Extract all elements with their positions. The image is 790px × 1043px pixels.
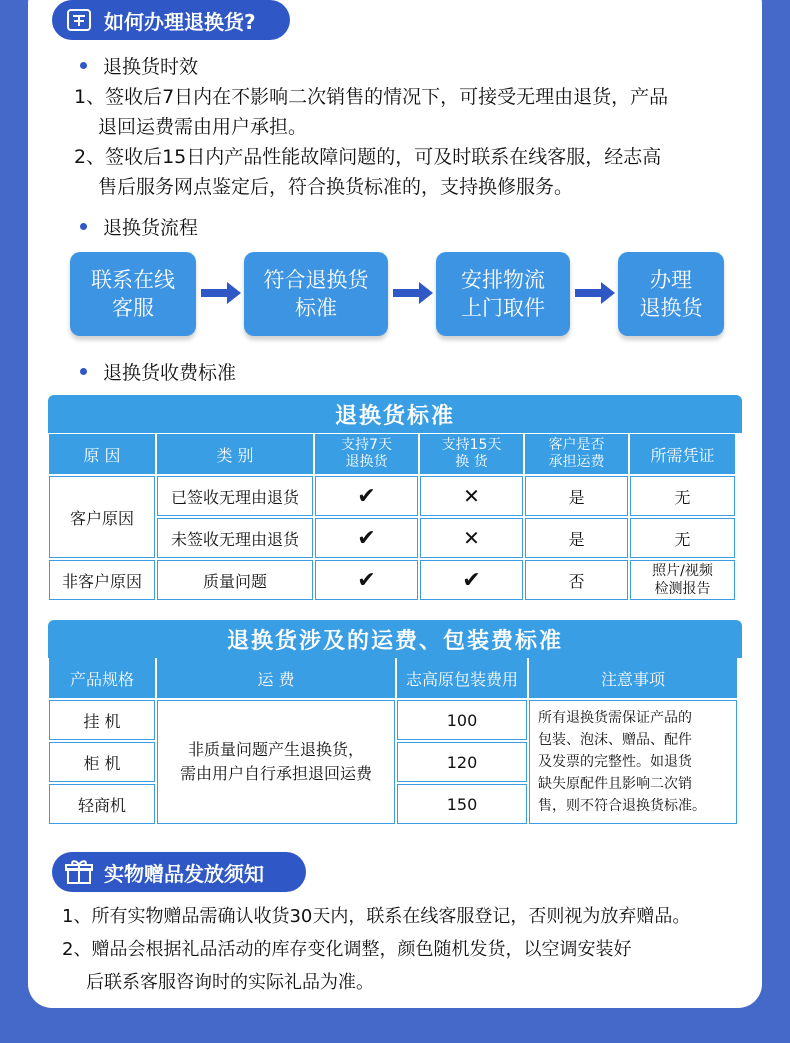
table-row bbox=[49, 700, 737, 740]
gift-icon bbox=[64, 858, 94, 886]
table-row bbox=[49, 476, 735, 516]
flow-step-3 bbox=[436, 252, 570, 336]
step-text: 标准 bbox=[295, 296, 337, 320]
arrow-right-icon bbox=[575, 282, 615, 304]
step-text: 退换货 bbox=[639, 296, 703, 320]
step-text: 符合退换货 bbox=[263, 268, 369, 292]
table-cell: 无 bbox=[630, 476, 735, 516]
table-cell: 100 bbox=[397, 700, 527, 740]
timing-item-2 bbox=[74, 142, 754, 202]
return-standard-table bbox=[47, 432, 737, 602]
step-text: 上门取件 bbox=[461, 296, 545, 320]
col-header: 志高原包装费用 bbox=[397, 658, 527, 698]
arrow-right-icon bbox=[201, 282, 241, 304]
table-cell: 否 bbox=[525, 560, 628, 600]
check-icon: ✔ bbox=[315, 560, 418, 600]
section-title: 如何办理退换货? bbox=[104, 9, 256, 34]
bullet-process bbox=[80, 213, 198, 240]
table-cell: 150 bbox=[397, 784, 527, 824]
table2-title: 退换货涉及的运费、包装费标准 bbox=[48, 620, 742, 658]
text-line: 退回运费需由用户承担。 bbox=[98, 116, 308, 138]
col-header: 所需凭证 bbox=[630, 434, 735, 474]
table-cell: 无 bbox=[630, 518, 735, 558]
table-cell: 照片/视频 检测报告 bbox=[630, 560, 735, 600]
table-cell: 已签收无理由退货 bbox=[157, 476, 313, 516]
table-cell: 非质量问题产生退换货， 需由用户自行承担退回运费 bbox=[157, 700, 395, 824]
text-line: 2、签收后15日内产品性能故障问题的，可及时联系在线客服，经志高 bbox=[74, 146, 662, 168]
arrow-right-icon bbox=[393, 282, 433, 304]
step-text: 客服 bbox=[112, 296, 154, 320]
step-text: 安排物流 bbox=[461, 268, 545, 292]
table-cell: 120 bbox=[397, 742, 527, 782]
table-row bbox=[49, 560, 735, 600]
table-cell: 是 bbox=[525, 518, 628, 558]
table-cell: 挂 机 bbox=[49, 700, 155, 740]
table-cell: 是 bbox=[525, 476, 628, 516]
table-cell: 非客户原因 bbox=[49, 560, 155, 600]
col-header: 注意事项 bbox=[529, 658, 737, 698]
text-line: 后联系客服咨询时的实际礼品为准。 bbox=[86, 972, 374, 993]
text-line: 售后服务网点鉴定后，符合换货标准的，支持换修服务。 bbox=[98, 176, 574, 198]
bullet-label: 退换货收费标准 bbox=[103, 362, 237, 384]
bullet-fee bbox=[80, 358, 236, 385]
document-icon bbox=[64, 6, 94, 34]
text-line: 1、签收后7日内在不影响二次销售的情况下，可接受无理由退货，产品 bbox=[74, 86, 669, 108]
table-cell: 柜 机 bbox=[49, 742, 155, 782]
table-header-row bbox=[49, 434, 735, 474]
check-icon: ✔ bbox=[420, 560, 523, 600]
bullet-label: 退换货时效 bbox=[103, 56, 199, 78]
table-cell: 所有退换货需保证产品的 包装、泡沫、赠品、配件 及发票的完整性。如退货 缺失原配件且影响二次销 售，则不符合退换货标准。 bbox=[529, 700, 737, 824]
col-header: 原 因 bbox=[49, 434, 155, 474]
timing-item-1 bbox=[74, 82, 754, 142]
table1-title: 退换货标准 bbox=[48, 395, 742, 433]
section-title: 实物赠品发放须知 bbox=[104, 861, 264, 886]
col-header: 支持15天 换 货 bbox=[420, 434, 523, 474]
bullet-dot bbox=[80, 62, 87, 69]
flow-step-1 bbox=[70, 252, 196, 336]
text-line: 1、所有实物赠品需确认收货30天内，联系在线客服登记，否则视为放弃赠品。 bbox=[62, 906, 691, 927]
text-line: 2、赠品会根据礼品活动的库存变化调整，颜色随机发货，以空调安装好 bbox=[62, 939, 632, 960]
section-header-gift bbox=[52, 852, 306, 892]
table-cell: 轻商机 bbox=[49, 784, 155, 824]
col-header: 产品规格 bbox=[49, 658, 155, 698]
bullet-label: 退换货流程 bbox=[103, 217, 199, 239]
table-cell: 未签收无理由退货 bbox=[157, 518, 313, 558]
col-header: 类 别 bbox=[157, 434, 313, 474]
cross-icon: ✕ bbox=[420, 518, 523, 558]
flow-step-2 bbox=[244, 252, 388, 336]
section-header-return bbox=[52, 0, 290, 40]
bullet-timing bbox=[80, 52, 198, 79]
table-header-row bbox=[49, 658, 737, 698]
step-text: 联系在线 bbox=[91, 268, 175, 292]
freight-table bbox=[47, 656, 739, 826]
table-cell: 质量问题 bbox=[157, 560, 313, 600]
col-header: 支持7天 退换货 bbox=[315, 434, 418, 474]
cross-icon: ✕ bbox=[420, 476, 523, 516]
table-cell: 客户原因 bbox=[49, 476, 155, 558]
gift-notes bbox=[62, 900, 762, 999]
col-header: 运 费 bbox=[157, 658, 395, 698]
bullet-dot bbox=[80, 223, 87, 230]
bullet-dot bbox=[80, 368, 87, 375]
flow-step-4 bbox=[618, 252, 724, 336]
check-icon: ✔ bbox=[315, 476, 418, 516]
check-icon: ✔ bbox=[315, 518, 418, 558]
step-text: 办理 bbox=[650, 268, 692, 292]
col-header: 客户是否 承担运费 bbox=[525, 434, 628, 474]
